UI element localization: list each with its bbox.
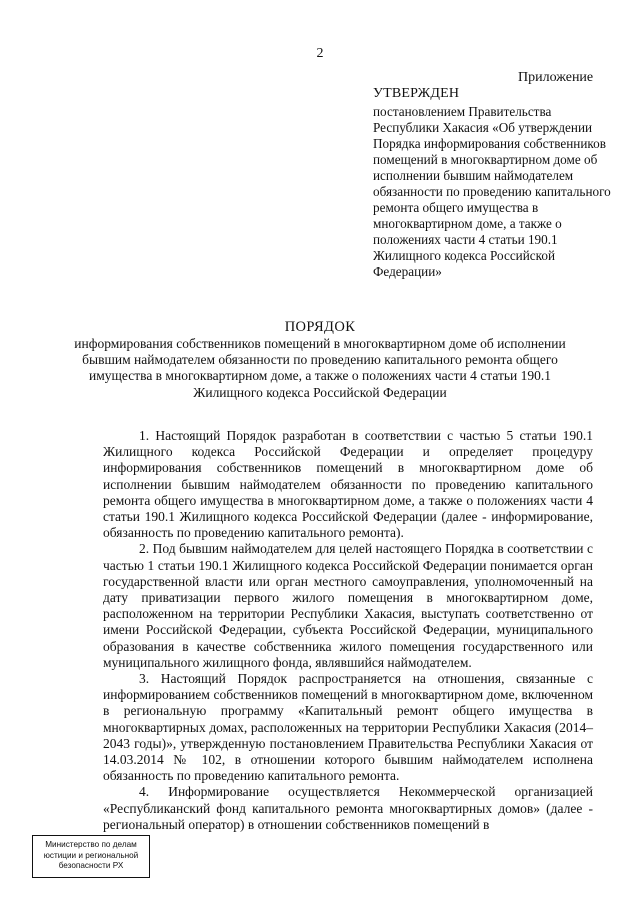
document-body (103, 428, 593, 833)
approval-block (373, 85, 613, 280)
document-subtitle: информирования собственников помещений в многоквартирном доме об исполнении бывшим наймодателем обязанности по проведению капитального ремонта общего имущества в многоквартирном доме, а также о положениях части 4 статьи 190.1 Жилищного кодекса Российской Федерации (74, 336, 566, 400)
appendix-label: Приложение (518, 70, 594, 85)
page-number: 2 (316, 46, 324, 61)
paragraph-4: 4. Информирование осуществляется Некоммерческой организацией «Республиканский фонд капитального ремонта многоквартирных домов» (далее - региональный оператор) в отношении собственников помещений в (103, 784, 593, 832)
approval-text: постановлением Правительства Республики Хакасия «Об утверждении Порядка информирования собственников помещений в многоквартирном доме об исполнении бывшим наймодателем обязанности по проведению капитального ремонта общего имущества в многоквартирном доме, а также о положениях части 4 статьи 190.1 Жилищного кодекса Российской Федерации» (373, 104, 611, 279)
paragraph-2: 2. Под бывшим наймодателем для целей настоящего Порядка в соответствии с частью 1 статьи 190.1 Жилищного кодекса Российской Федерации понимается орган государственной власти или орган местного самоуправления, уполномоченный на дату приватизации первого жилого помещения в многоквартирном доме, расположенном на территории Республики Хакасия, выступать соответственно от имени Российской Федерации, субъекта Российской Федерации, муниципального образования в качестве собственника жилого помещения государственного или муниципального жилищного фонда, являвшийся наймодателем. (103, 541, 593, 670)
document-title: ПОРЯДОК (284, 319, 356, 335)
document-heading (60, 318, 580, 401)
paragraph-1: 1. Настоящий Порядок разработан в соответствии с частью 5 статьи 190.1 Жилищного кодекса Российской Федерации и определяет процедуру информирования собственников помещений в многоквартирном доме об исполнении бывшим наймодателем обязанности по проведению капитального ремонта общего имущества в многоквартирном доме, а также о положениях части 4 статьи 190.1 Жилищного кодекса Российской Федерации (далее - информирование, обязанность по проведению капитального ремонта). (103, 428, 593, 541)
approval-title: УТВЕРЖДЕН (373, 86, 460, 101)
stamp-line-3: безопасности РХ (58, 861, 124, 870)
ministry-stamp (32, 835, 150, 878)
stamp-line-1: Министерство по делам (45, 840, 137, 849)
stamp-line-2: юстиции и региональной (43, 850, 139, 860)
paragraph-3: 3. Настоящий Порядок распространяется на отношения, связанные с информированием собственников помещений в многоквартирном доме, включенном в региональную программу «Капитальный ремонт общего имущества в многоквартирных домах, расположенных на территории Республики Хакасия (2014–2043 годы)», утвержденную постановлением Правительства Республики Хакасия от 14.03.2014 № 102, в отношении которого бывшим наймодателем исполнена обязанность по проведению капитального ремонта. (103, 671, 593, 784)
